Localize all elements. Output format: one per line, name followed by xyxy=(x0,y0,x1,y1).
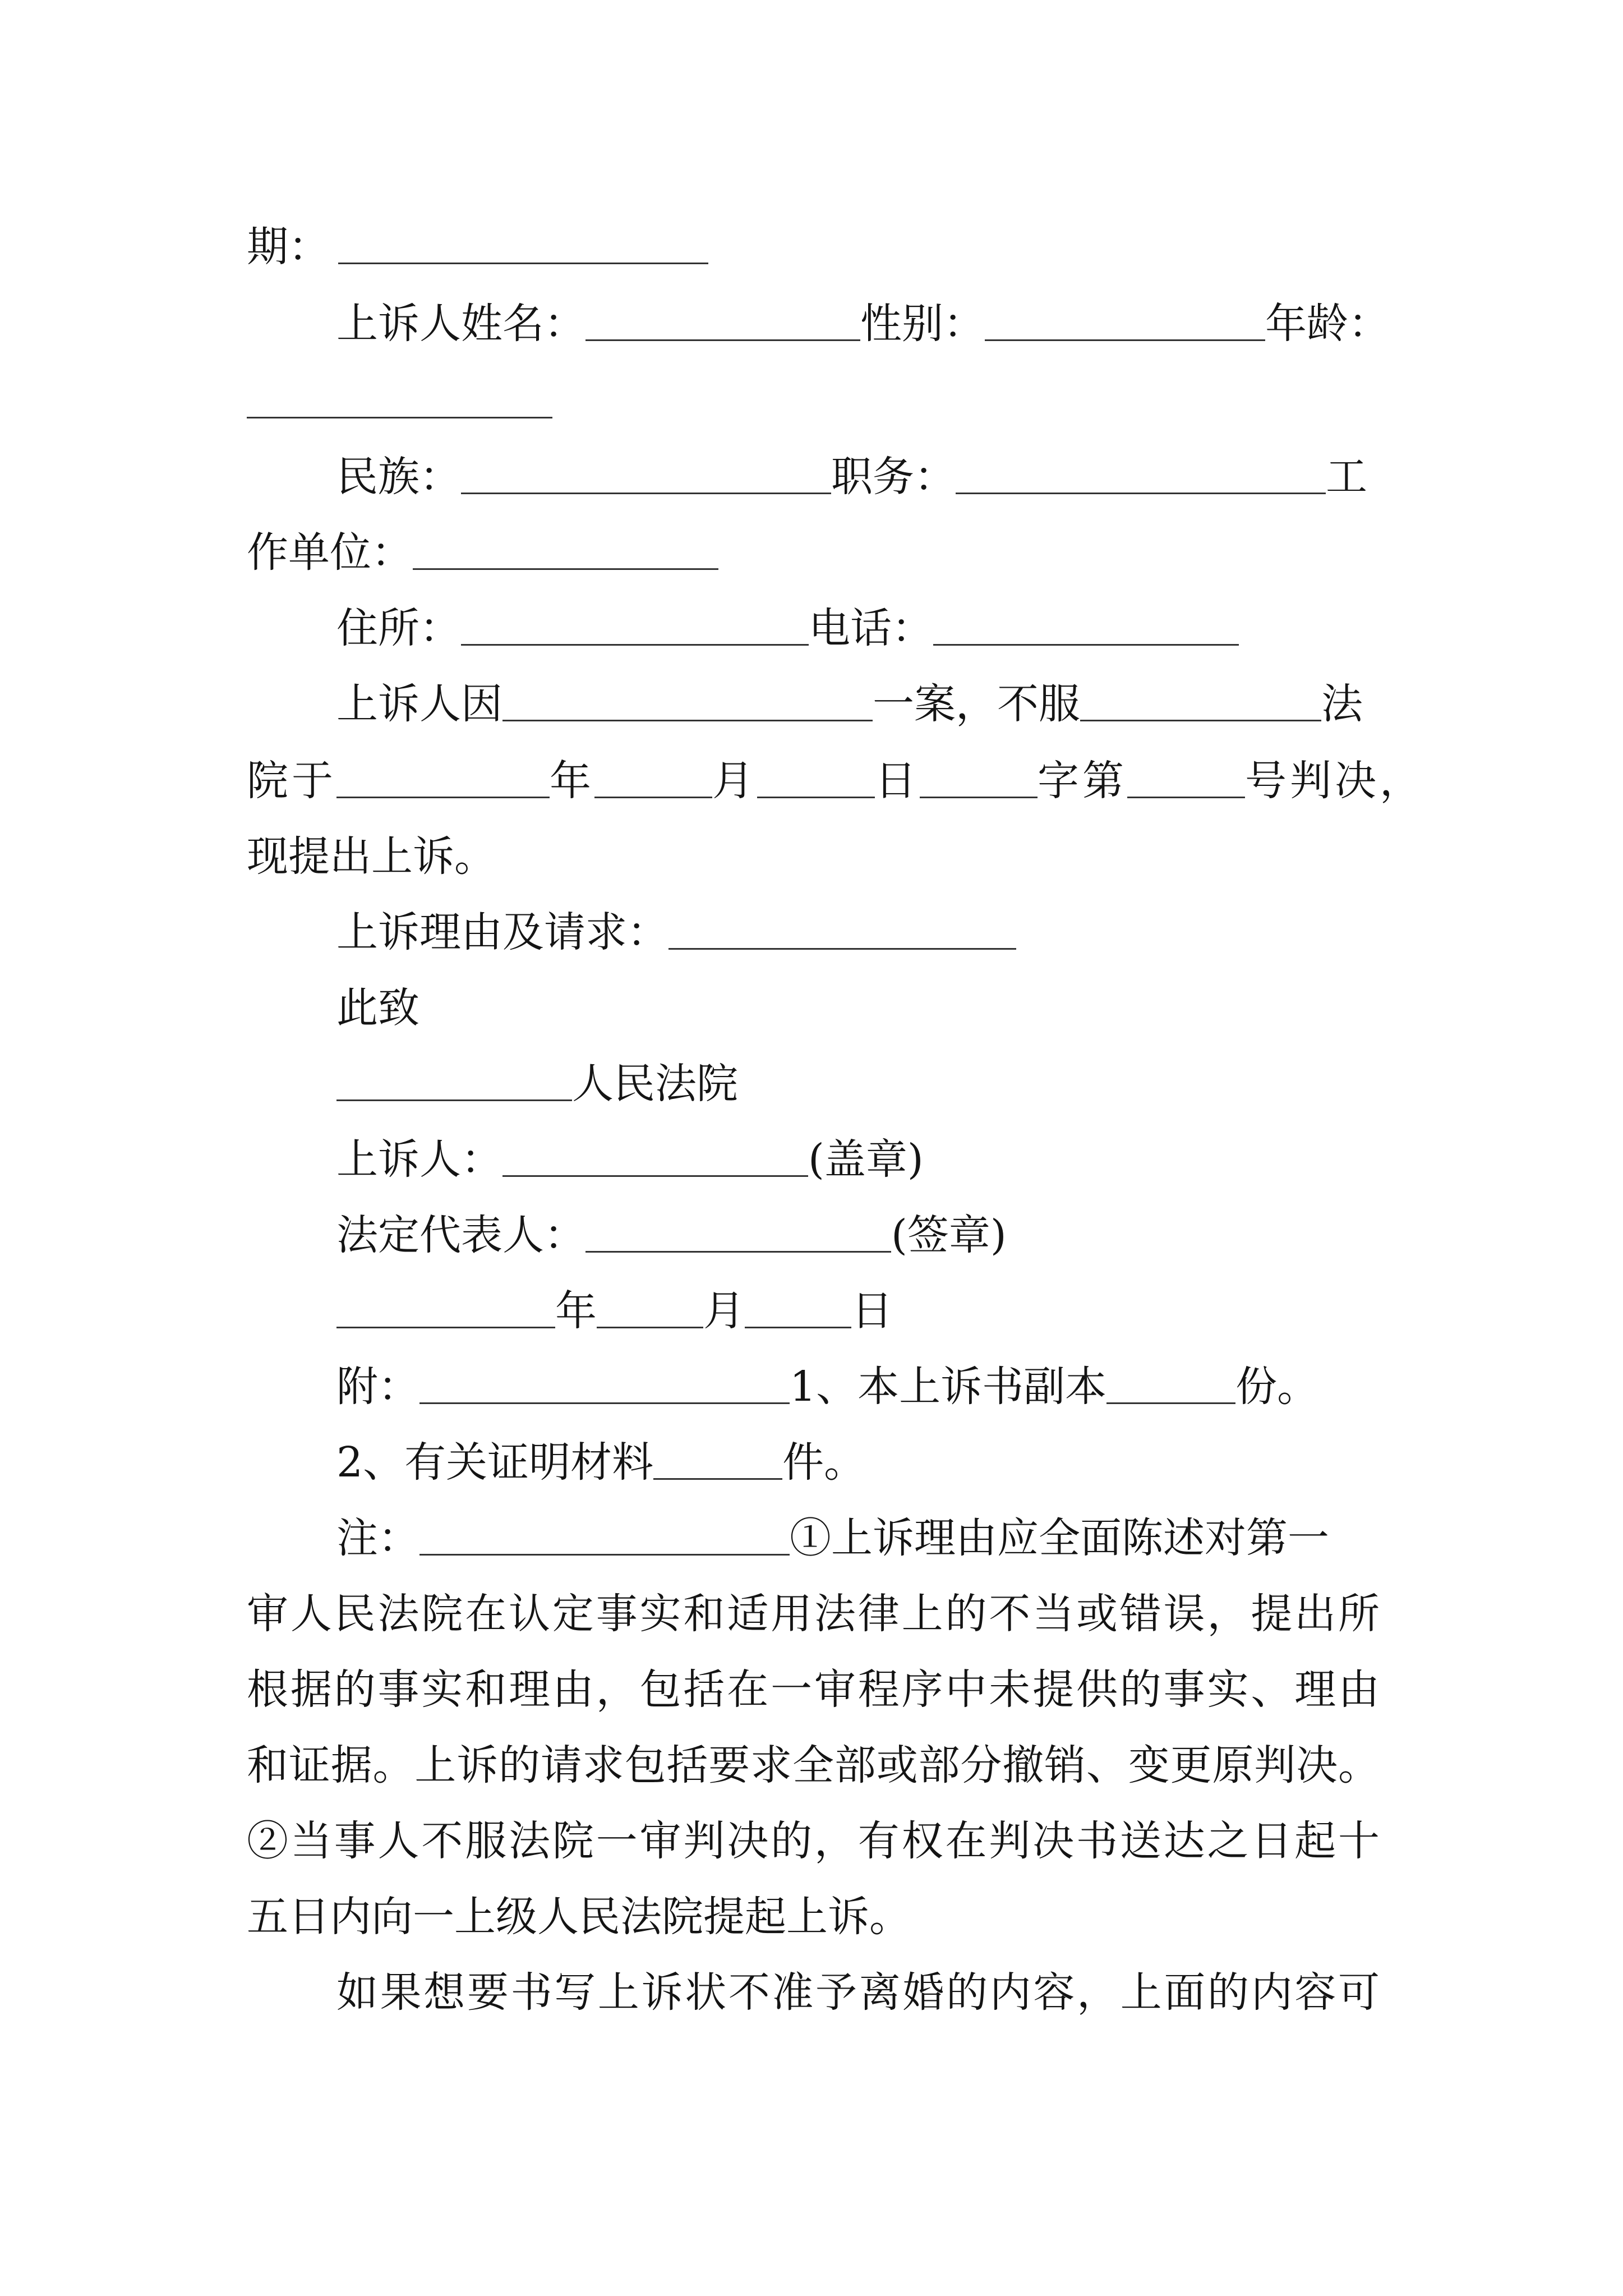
note-text-line: 和证据。上诉的请求包括要求全部或部分撤销、变更原判决。 xyxy=(247,1741,1380,1789)
number-blank[interactable] xyxy=(1127,758,1245,798)
work-unit-line: 作单位： xyxy=(247,522,718,583)
appellant-sign-blank[interactable] xyxy=(502,1137,808,1177)
appeal-statement-line: 现提出上诉。 xyxy=(247,832,496,881)
note-text-line: 五日内向一上级人民法院提起上诉。 xyxy=(247,1893,911,1941)
reasons-blank[interactable] xyxy=(668,910,1016,950)
address-line: 住所： 电话： xyxy=(336,597,1239,659)
sign-day-blank[interactable] xyxy=(745,1289,851,1328)
position-blank[interactable] xyxy=(956,454,1326,494)
word-blank[interactable] xyxy=(920,758,1038,798)
sign-date-line: 年 月 日 xyxy=(336,1280,893,1342)
representative-sign-blank[interactable] xyxy=(585,1213,891,1253)
ethnicity-line: 民族： 职务： 工 xyxy=(336,453,1367,501)
blank-field[interactable] xyxy=(338,224,708,264)
court-name-blank[interactable] xyxy=(336,1061,572,1101)
year-blank[interactable] xyxy=(336,758,550,798)
judgment-date-line: 院于 年 月 日 字第 号判决， xyxy=(247,757,1424,805)
address-blank[interactable] xyxy=(461,606,809,646)
note-line: 注： ①上诉理由应全面陈述对第一 xyxy=(336,1514,1329,1562)
attachment-line: 附： 1、本上诉书副本 份。 xyxy=(336,1363,1319,1411)
sign-year-blank[interactable] xyxy=(336,1289,555,1328)
period-line: 期： xyxy=(247,216,708,278)
attachment-blank[interactable] xyxy=(419,1364,790,1404)
note-text-line: 根据的事实和理由，包括在一审程序中未提供的事实、理由 xyxy=(247,1665,1380,1714)
representative-sign-line: 法定代表人： (签章) xyxy=(336,1211,1007,1259)
note-text-line: ②当事人不服法院一审判决的，有权在判决书送达之日起十 xyxy=(247,1817,1380,1865)
closing-text-line: 如果想要书写上诉状不准予离婚的内容，上面的内容可 xyxy=(336,1968,1380,2017)
age-blank-line xyxy=(247,370,552,432)
appellant-sign-line: 上诉人： (盖章) xyxy=(336,1135,924,1184)
appellant-name-line: 上诉人姓名： 性别： 年龄： xyxy=(336,300,1390,348)
court-name-line: 人民法院 xyxy=(336,1053,738,1115)
ethnicity-blank[interactable] xyxy=(461,454,831,494)
day-blank[interactable] xyxy=(757,758,875,798)
evidence-line: 2、有关证明材料 件。 xyxy=(336,1438,866,1487)
evidence-count-blank[interactable] xyxy=(653,1440,782,1480)
case-line: 上诉人因 一案，不服 法 xyxy=(336,680,1363,728)
note-blank[interactable] xyxy=(419,1516,790,1556)
copies-blank[interactable] xyxy=(1106,1364,1235,1404)
age-blank[interactable] xyxy=(247,379,552,418)
appeal-reasons-line: 上诉理由及请求： xyxy=(336,901,1016,963)
phone-blank[interactable] xyxy=(933,606,1239,646)
gender-blank[interactable] xyxy=(985,301,1265,341)
name-blank[interactable] xyxy=(585,301,860,341)
case-blank[interactable] xyxy=(502,682,873,721)
court-blank[interactable] xyxy=(1080,682,1321,721)
work-unit-blank[interactable] xyxy=(413,530,718,570)
note-text-line: 审人民法院在认定事实和适用法律上的不当或错误，提出所 xyxy=(247,1590,1380,1638)
salutation-line: 此致 xyxy=(336,984,419,1032)
sign-month-blank[interactable] xyxy=(597,1289,703,1328)
month-blank[interactable] xyxy=(594,758,712,798)
